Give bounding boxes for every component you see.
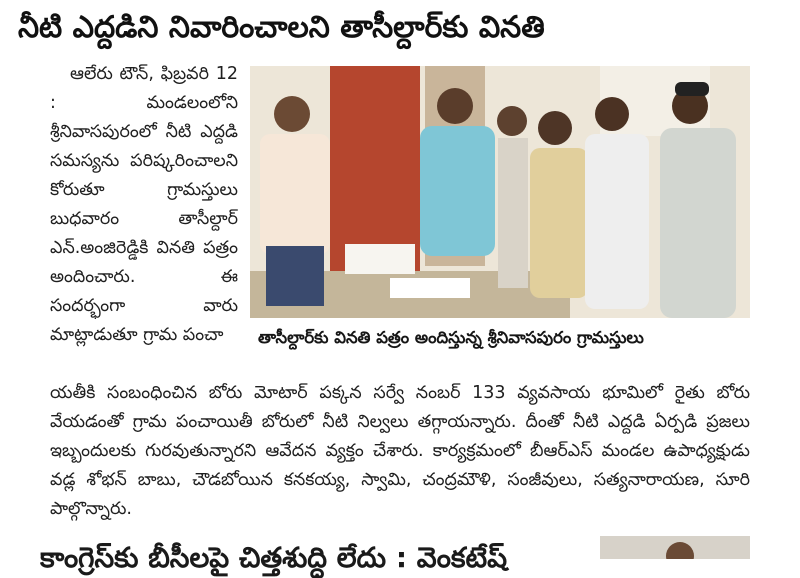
photo-paper [390, 278, 470, 298]
article-headline: నీటి ఎద్దడిని నివారించాలని తాసీల్దార్‌కు వినతి [18, 10, 545, 45]
article-body-intro: ఆలేరు టౌన్‌, ఫిబ్రవరి 12 : మండలంలోని శ్రీనివాసపురంలో నీటి ఎద్దడి సమస్యను పరిష్కరించాలని కోరుతూ గ్రామస్తులు బుధవారం తాసీల్దార్‌ ఎన్‌.అంజిరెడ్డికి వినతి పత్రం అందించారు. ఈ సందర్భంగా వారు మాట్లాడుతూ గ్రామ పంచా [50, 64, 238, 345]
photo-illustration [250, 66, 750, 318]
next-photo-illustration [600, 536, 750, 559]
photo-caption: తాసీల్దార్‌కు వినతి పత్రం అందిస్తున్న శ్రీనివాసపురం గ్రామస్తులు [258, 328, 644, 347]
next-article-headline: కాంగ్రెస్‌కు బీసీలపై చిత్తశుద్ధి లేదు : వెంకటేష్‌ [40, 541, 508, 574]
news-photo [250, 66, 750, 318]
article-body-continuation: యతీకి సంబంధించిన బోరు మోటార్‌ పక్కన సర్వే నంబర్‌ 133 వ్యవసాయ భూమిలో రైతు బోరు వేయడంతో గ్రామ పంచాయితీ బోరులో నీటి నిల్వలు తగ్గాయన్నారు. దీంతో నీటి ఎద్దడి ఏర్పడి ప్రజలు ఇబ్బందులకు గురవుతున్నారని ఆవేదన వ్యక్తం చేశారు. కార్యక్రమంలో బీఆర్‌ఎస్‌ మండల ఉపాధ్యక్షుడు వడ్ల శోభన్‌ బాబు, చౌడబోయిన కనకయ్య, స్వామి, చంద్రమౌళి, సంజీవులు, సత్యనారాయణ, సూరి పాల్గొన్నారు. [50, 383, 750, 519]
article-body-column [50, 60, 238, 380]
next-article-photo [600, 536, 750, 559]
article-body-wide [50, 379, 750, 529]
photo-files [345, 244, 415, 274]
